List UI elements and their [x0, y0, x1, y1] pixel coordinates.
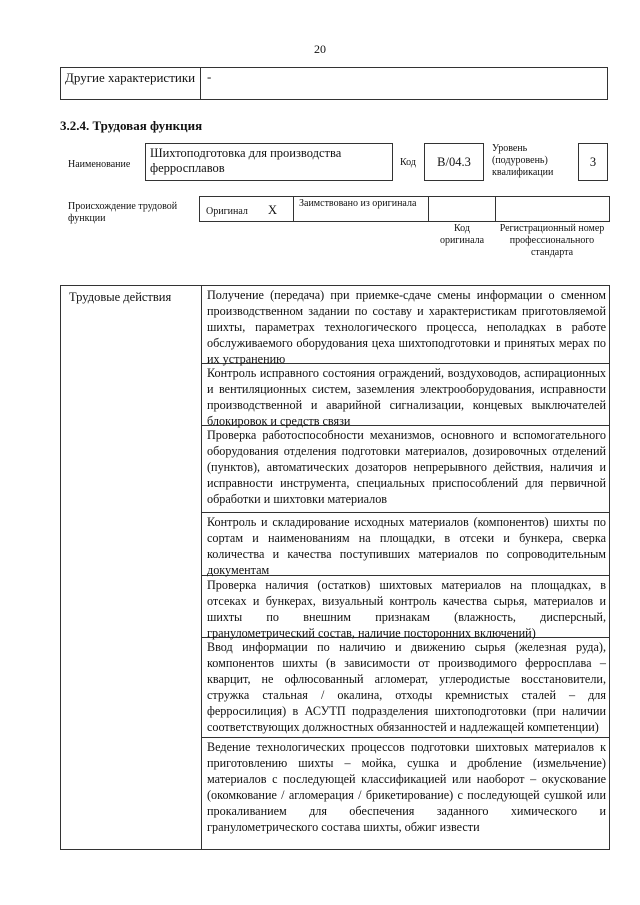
labor-actions-label-cell: [61, 286, 202, 849]
name-value: Шихтоподготовка для производства ферросплавов: [145, 143, 393, 181]
labor-actions-table: [60, 285, 610, 850]
labor-action-row: Получение (передача) при приемке-сдаче смены информации о сменном производственном задании по составу и характеристикам приготовляемой шихты, параметрах технологического процесса, неполадках в работе обслуживаемого оборудования цеха шихтоподготовки и принятых мерах по их устранению: [202, 286, 609, 364]
reg-number-label: Регистрационный номер профессионального стандарта: [499, 223, 605, 258]
original-mark: X: [268, 203, 278, 217]
page-number: 20: [314, 42, 326, 56]
origin-label: Происхождение трудовой функции: [68, 201, 178, 224]
divider: [293, 197, 294, 221]
other-characteristics-value: -: [207, 69, 212, 84]
origin-table: [199, 196, 610, 222]
labor-action-row: Проверка наличия (остатков) шихтовых материалов на площадках, в отсеках и бункерах, визуальный контроль качества сырья, материалов и шихты по внешним признакам (влажность, дисперсный, гранулометрический состав, наличие посторонних включений): [202, 576, 609, 638]
borrowed-label: Заимствовано из оригинала: [299, 198, 417, 209]
level-value: 3: [578, 143, 608, 181]
divider: [428, 197, 429, 221]
other-characteristics-label: Другие характеристики: [61, 68, 201, 99]
other-characteristics-table: [60, 67, 608, 100]
labor-actions-label: Трудовые действия: [69, 290, 172, 304]
labor-action-row: Ведение технологических процессов подготовки шихтовых материалов к приготовлению шихты – мойка, сушка и дробление (измельчение) материалов с последующей классификацией или наоборот – окускование (окомкование / агломерация / брикетирование) с последующей сушкой или прокаливанием для обеспечения заданного химического и гранулометрического состава шихты, обжиг извести: [207, 740, 606, 834]
code-original-label: Код оригинала: [439, 223, 485, 246]
labor-action-row: Контроль и складирование исходных материалов (компонентов) шихты по сортам и наименованиям на площадки, в отсеки и бункера, сверка количества и качества поступивших материалов по сопроводительным документам: [202, 513, 609, 576]
code-label: Код: [400, 157, 416, 168]
divider: [495, 197, 496, 221]
level-label: Уровень (подуровень) квалификации: [492, 143, 554, 178]
code-value: B/04.3: [424, 143, 484, 181]
original-label: Оригинал: [206, 206, 248, 217]
labor-action-row: Ввод информации по наличию и движению сырья (железная руда), компонентов шихты (в зависимости от производимого ферросплава – кварцит, не офлюсованный агломерат, углеродистые восстановители, стружка стальная / окалина, отходы кремнистых сталей – для ферросилиция) в АСУТП подразделения шихтоподготовки (при наличии соответствующих должностных обязанностей и надлежащей компетенции): [202, 638, 609, 738]
section-title: 3.2.4. Трудовая функция: [60, 118, 203, 133]
labor-action-row: Контроль исправного состояния ограждений, воздуховодов, аспирационных и вентиляционных систем, заземления электрооборудования, исправности производственной и аварийной сигнализации, концевых выключателей блокировок и средств связи: [202, 364, 609, 426]
name-label: Наименование: [68, 159, 131, 170]
labor-action-row: Проверка работоспособности механизмов, основного и вспомогательного оборудования отделения подготовки материалов, дозировочных отделений (пунктов), автоматических дозаторов непрерывного действия, наличия и исправности инструмента, специальных приспособлений для первичной обработки и шихтовки материалов: [202, 426, 609, 513]
